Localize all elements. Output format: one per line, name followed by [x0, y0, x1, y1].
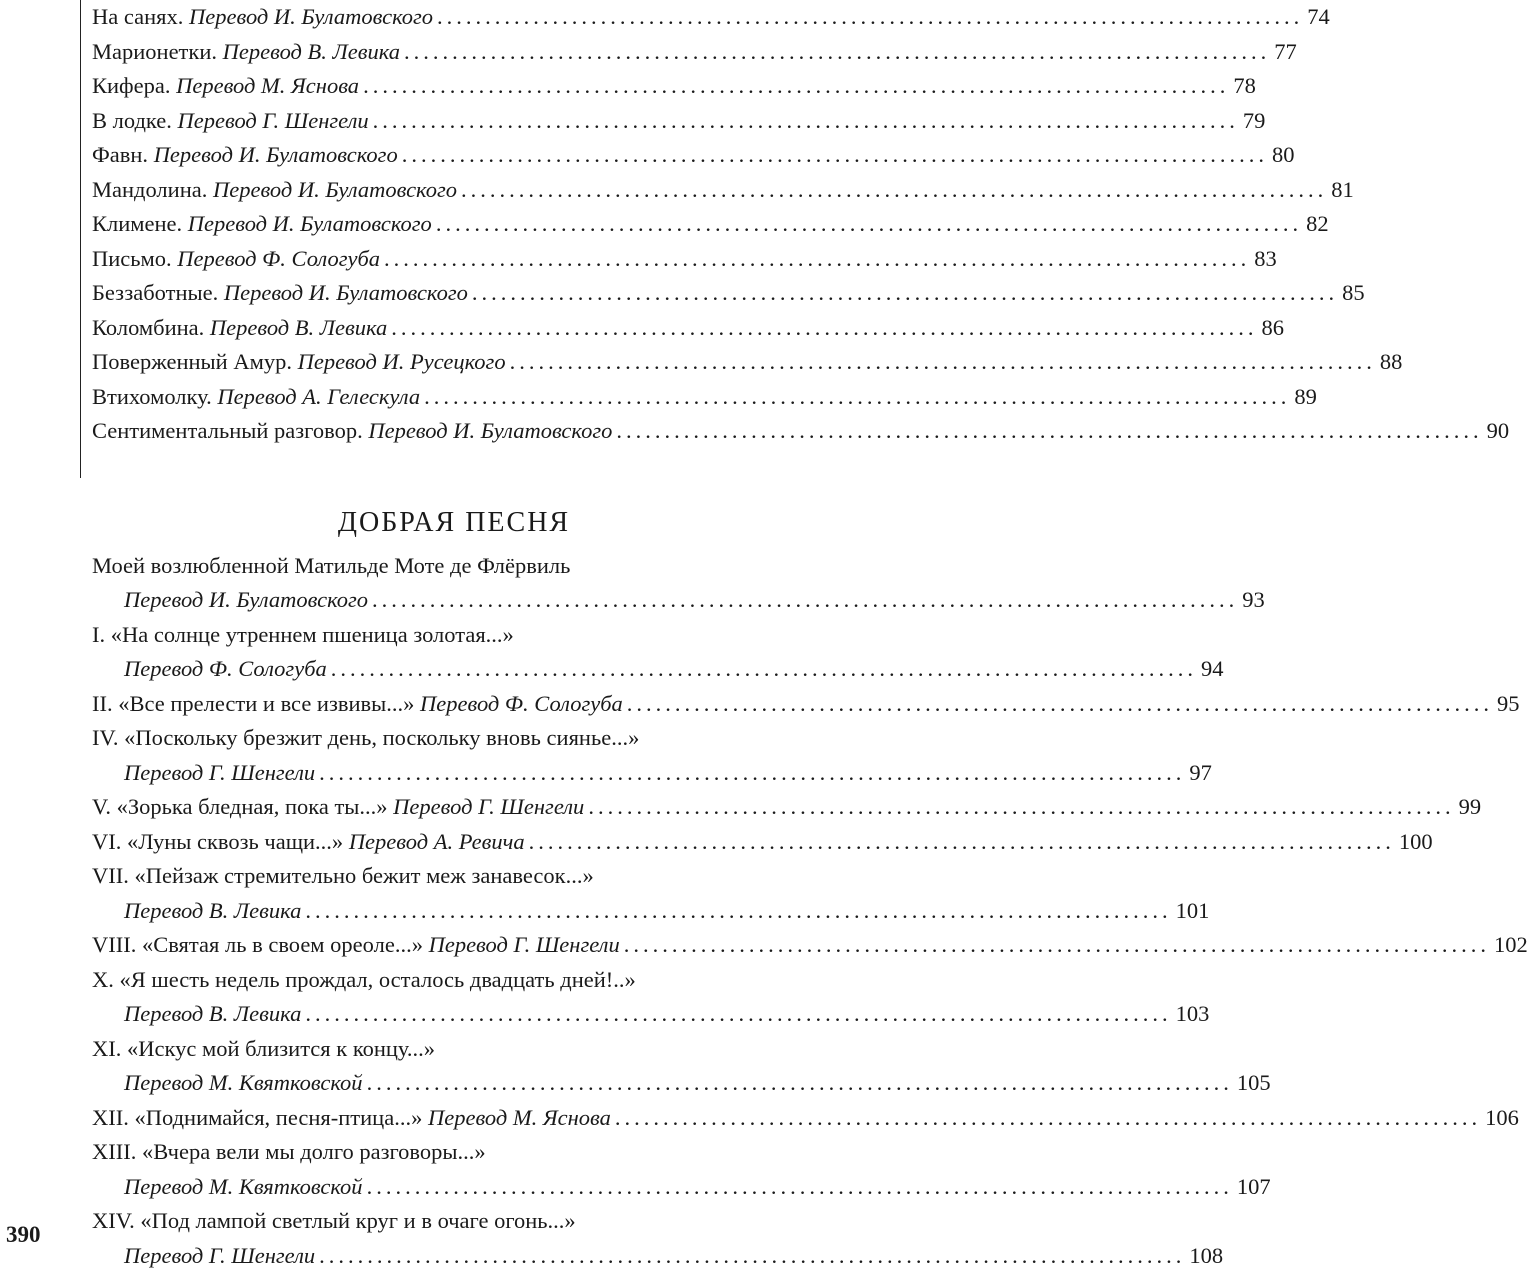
entry-translator: Перевод М. Квятковской	[124, 1170, 363, 1205]
toc-entry[interactable]	[92, 104, 852, 139]
leader-dots: ..........................................................................................	[319, 756, 1185, 791]
leader-dots: ..........................................................................................	[373, 104, 1239, 139]
toc-section-1	[92, 0, 852, 449]
leader-dots: ..........................................................................................	[384, 242, 1250, 277]
entry-translator: Перевод И. Булатовского	[368, 414, 612, 449]
leader-dots: ..........................................................................................	[367, 1066, 1233, 1101]
leader-dots: ..........................................................................................	[404, 35, 1270, 70]
entry-title: X. «Я шесть недель прождал, осталось двадцать дней!..»	[92, 963, 636, 998]
leader-dots: ..........................................................................................	[424, 380, 1290, 415]
entry-title: VIII. «Святая ль в своем ореоле...»	[92, 928, 423, 963]
entry-translator: Перевод Г. Шенгели	[429, 928, 620, 963]
toc-entry[interactable]	[92, 380, 852, 415]
entry-page: 107	[1237, 1170, 1271, 1205]
entry-translator: Перевод Ф. Сологуба	[124, 652, 327, 687]
leader-dots: ..........................................................................................	[461, 173, 1327, 208]
entry-translator: Перевод Г. Шенгели	[124, 756, 315, 791]
toc-entry[interactable]	[92, 173, 852, 208]
toc-entry[interactable]	[92, 414, 852, 449]
entry-page: 77	[1274, 35, 1297, 70]
leader-dots: ..........................................................................................	[372, 583, 1238, 618]
toc-entry[interactable]	[92, 276, 852, 311]
leader-dots: ..........................................................................................	[529, 825, 1395, 860]
entry-page: 80	[1272, 138, 1295, 173]
leader-dots: ..........................................................................................	[305, 997, 1171, 1032]
leader-dots: ..........................................................................................	[510, 345, 1376, 380]
entry-translator: Перевод И. Булатовского	[189, 0, 433, 35]
toc-entry[interactable]	[92, 928, 852, 963]
leader-dots: ..........................................................................................	[437, 0, 1303, 35]
entry-page: 74	[1307, 0, 1330, 35]
entry-translator: Перевод И. Булатовского	[154, 138, 398, 173]
entry-title: V. «Зорька бледная, пока ты...»	[92, 790, 388, 825]
entry-page: 81	[1331, 173, 1354, 208]
toc-entry[interactable]	[92, 687, 852, 722]
toc-entry[interactable]	[92, 138, 852, 173]
entry-translator: Перевод А. Ревича	[349, 825, 525, 860]
leader-dots: ..........................................................................................	[588, 790, 1454, 825]
entry-page: 82	[1306, 207, 1329, 242]
leader-dots: ..........................................................................................	[305, 894, 1171, 929]
entry-title: Марионетки.	[92, 35, 217, 70]
toc-entry[interactable]	[92, 69, 852, 104]
entry-title: XI. «Искус мой близится к концу...»	[92, 1032, 435, 1067]
toc-entry[interactable]	[92, 35, 852, 70]
entry-page: 79	[1243, 104, 1266, 139]
toc-entry[interactable]	[92, 825, 852, 860]
entry-translator: Перевод А. Гелескула	[217, 380, 420, 415]
margin-rule	[80, 0, 81, 478]
toc-entry[interactable]	[92, 790, 852, 825]
entry-title: XII. «Поднимайся, песня-птица...»	[92, 1101, 422, 1136]
entry-title: Кифера.	[92, 69, 170, 104]
toc-entry[interactable]	[92, 1032, 852, 1101]
entry-translator: Перевод Ф. Сологуба	[177, 242, 380, 277]
entry-translator: Перевод И. Булатовского	[213, 173, 457, 208]
entry-page: 106	[1485, 1101, 1519, 1136]
toc-entry[interactable]	[92, 207, 852, 242]
entry-page: 90	[1487, 414, 1510, 449]
toc-entry[interactable]	[92, 721, 852, 790]
toc-entry[interactable]	[92, 859, 852, 928]
entry-title: Климене.	[92, 207, 182, 242]
entry-translator: Перевод И. Булатовского	[188, 207, 432, 242]
toc-entry[interactable]	[92, 1135, 852, 1204]
leader-dots: ..........................................................................................	[624, 928, 1490, 963]
toc-entry[interactable]	[92, 1204, 852, 1273]
entry-translator: Перевод В. Левика	[210, 311, 387, 346]
entry-translator: Перевод М. Яснова	[428, 1101, 611, 1136]
leader-dots: ..........................................................................................	[331, 652, 1197, 687]
entry-page: 85	[1342, 276, 1365, 311]
entry-title: В лодке.	[92, 104, 172, 139]
entry-page: 97	[1189, 756, 1212, 791]
toc-entry[interactable]	[92, 963, 852, 1032]
entry-title: Поверженный Амур.	[92, 345, 292, 380]
entry-page: 78	[1233, 69, 1256, 104]
leader-dots: ..........................................................................................	[627, 687, 1493, 722]
toc-entry[interactable]	[92, 345, 852, 380]
leader-dots: ..........................................................................................	[402, 138, 1268, 173]
entry-translator: Перевод В. Левика	[124, 894, 301, 929]
toc-page	[92, 0, 852, 1273]
toc-entry[interactable]	[92, 242, 852, 277]
entry-page: 103	[1176, 997, 1210, 1032]
entry-title: На санях.	[92, 0, 183, 35]
toc-entry[interactable]	[92, 311, 852, 346]
entry-title: Письмо.	[92, 242, 172, 277]
leader-dots: ..........................................................................................	[367, 1170, 1233, 1205]
entry-translator: Перевод И. Булатовского	[124, 583, 368, 618]
entry-title: Фавн.	[92, 138, 148, 173]
toc-entry[interactable]	[92, 0, 852, 35]
entry-page: 95	[1497, 687, 1520, 722]
entry-title: I. «На солнце утреннем пшеница золотая...»	[92, 618, 514, 653]
entry-translator: Перевод И. Русецкого	[298, 345, 506, 380]
leader-dots: ..........................................................................................	[436, 207, 1302, 242]
entry-translator: Перевод М. Квятковской	[124, 1066, 363, 1101]
entry-title: XIII. «Вчера вели мы долго разговоры...»	[92, 1135, 486, 1170]
leader-dots: ..........................................................................................	[319, 1239, 1185, 1273]
entry-page: 93	[1242, 583, 1265, 618]
entry-page: 105	[1237, 1066, 1271, 1101]
toc-entry[interactable]	[92, 549, 852, 618]
leader-dots: ..........................................................................................	[615, 1101, 1481, 1136]
entry-title: Мандолина.	[92, 173, 207, 208]
entry-title: VII. «Пейзаж стремительно бежит меж занавесок...»	[92, 859, 594, 894]
entry-title: XIV. «Под лампой светлый круг и в очаге огонь...»	[92, 1204, 576, 1239]
entry-translator: Перевод Г. Шенгели	[178, 104, 369, 139]
entry-translator: Перевод М. Яснова	[176, 69, 359, 104]
entry-translator: Перевод Ф. Сологуба	[420, 687, 623, 722]
toc-entry[interactable]	[92, 1101, 852, 1136]
entry-title: Моей возлюбленной Матильде Моте де Флёрвиль	[92, 549, 570, 584]
entry-title: Коломбина.	[92, 311, 204, 346]
entry-translator: Перевод Г. Шенгели	[393, 790, 584, 825]
leader-dots: ..........................................................................................	[391, 311, 1257, 346]
entry-translator: Перевод В. Левика	[223, 35, 400, 70]
entry-page: 102	[1494, 928, 1528, 963]
entry-title: VI. «Луны сквозь чащи...»	[92, 825, 343, 860]
entry-page: 89	[1294, 380, 1317, 415]
entry-page: 100	[1399, 825, 1433, 860]
entry-page: 86	[1262, 311, 1285, 346]
entry-title: Втихомолку.	[92, 380, 212, 415]
entry-title: IV. «Поскольку брезжит день, поскольку вновь сиянье...»	[92, 721, 639, 756]
entry-title: Беззаботные.	[92, 276, 218, 311]
entry-page: 101	[1176, 894, 1210, 929]
entry-page: 94	[1201, 652, 1224, 687]
section-heading: ДОБРАЯ ПЕСНЯ	[92, 507, 852, 539]
entry-title: Сентиментальный разговор.	[92, 414, 363, 449]
entry-page: 99	[1459, 790, 1482, 825]
entry-page: 83	[1254, 242, 1277, 277]
entry-page: 108	[1189, 1239, 1223, 1273]
entry-translator: Перевод И. Булатовского	[224, 276, 468, 311]
leader-dots: ..........................................................................................	[472, 276, 1338, 311]
entry-translator: Перевод В. Левика	[124, 997, 301, 1032]
toc-entry[interactable]	[92, 618, 852, 687]
entry-page: 88	[1380, 345, 1403, 380]
leader-dots: ..........................................................................................	[363, 69, 1229, 104]
toc-section-2	[92, 549, 852, 1273]
page-number: 390	[6, 1222, 41, 1248]
entry-translator: Перевод Г. Шенгели	[124, 1239, 315, 1273]
entry-title: II. «Все прелести и все извивы...»	[92, 687, 414, 722]
leader-dots: ..........................................................................................	[616, 414, 1482, 449]
